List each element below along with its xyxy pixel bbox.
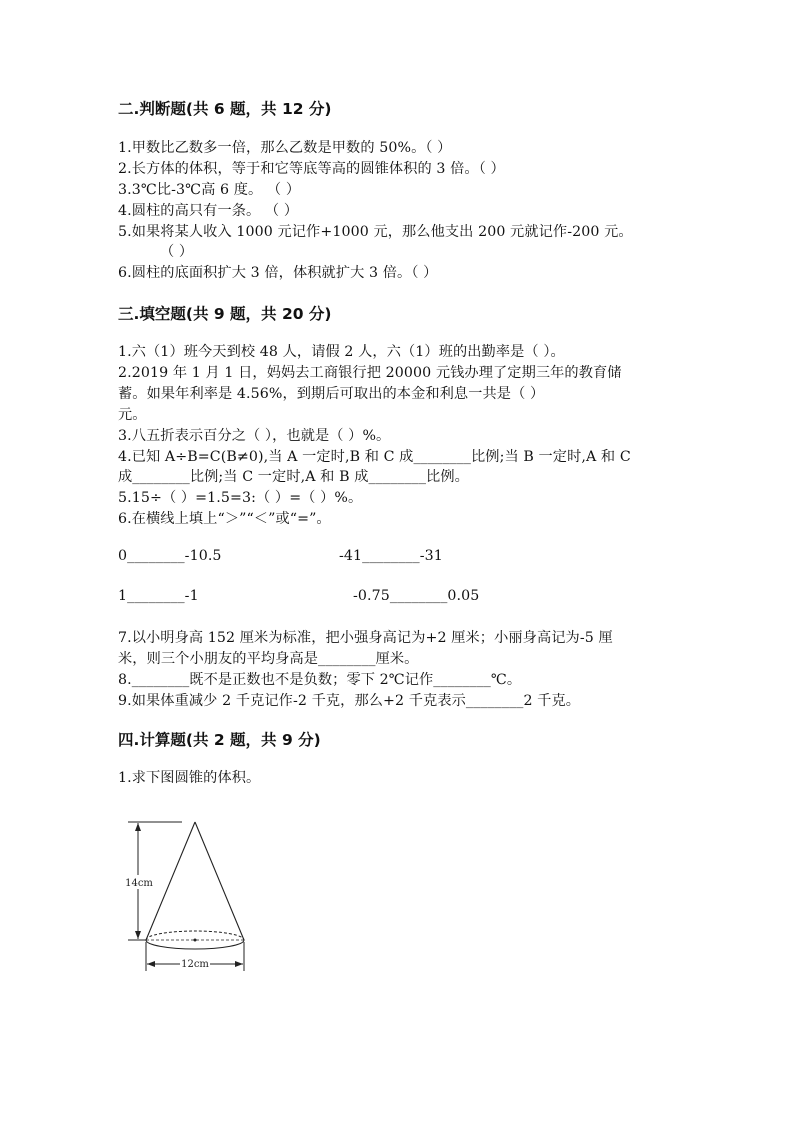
cone-right-side [195, 822, 244, 940]
judge-question-4: 4.圆柱的高只有一条。 （ ） [118, 203, 299, 219]
diameter-label: 12cm [181, 959, 209, 970]
fill-question-3: 3.八五折表示百分之（ ），也就是（ ）%。 [118, 428, 391, 444]
compare-item-3: 1________-1 [118, 588, 199, 604]
fill-question-2-line-2: 蓄。如果年利率是 4.56%，到期后可取出的本金和利息一共是（ ） [118, 386, 545, 402]
fill-question-6: 6.在横线上填上“＞”“＜”或“=”。 [118, 511, 331, 527]
judge-question-1: 1.甲数比乙数多一倍，那么乙数是甲数的 50%。（ ） [118, 140, 452, 156]
fill-question-9: 9.如果体重减少 2 千克记作-2 千克，那么+2 千克表示________2 千克。 [118, 693, 581, 709]
compare-item-1: 0________-10.5 [118, 548, 222, 564]
cone-center-point [194, 939, 197, 942]
calc-question-1: 1.求下图圆锥的体积。 [118, 770, 261, 786]
fill-question-2-line-3: 元。 [118, 407, 147, 423]
height-arrow-down [135, 931, 141, 939]
section-3-title: 三.填空题(共 9 题，共 20 分) [118, 305, 332, 323]
section-2-title: 二.判断题(共 6 题，共 12 分) [118, 100, 332, 118]
fill-question-7-line-2: 米，则三个小朋友的平均身高是________厘米。 [118, 651, 419, 667]
fill-question-4-line-1: 4.已知 A÷B=C(B≠0),当 A 一定时,B 和 C 成________比例;当 B 一定时,A 和 C [118, 449, 631, 465]
judge-question-3: 3.3℃比-3℃高 6 度。 （ ） [118, 182, 301, 198]
compare-item-2: -41________-31 [339, 548, 443, 564]
cone-diagram [124, 818, 254, 978]
fill-question-7-line-1: 7.以小明身高 152 厘米为标准，把小强身高记为+2 厘米；小丽身高记为-5 厘 [118, 630, 613, 646]
fill-question-4-line-2: 成________比例;当 C 一定时,A 和 B 成________比例。 [118, 469, 469, 485]
judge-question-5: 5.如果将某人收入 1000 元记作+1000 元，那么他支出 200 元就记作-200 元。 [118, 224, 633, 240]
section-4-title: 四.计算题(共 2 题，共 9 分) [118, 731, 321, 749]
judge-question-5-answer: （ ） [160, 244, 194, 260]
height-arrow-up [135, 823, 141, 831]
judge-question-6: 6.圆柱的底面积扩大 3 倍，体积就扩大 3 倍。（ ） [118, 265, 438, 281]
diameter-arrow-left [147, 961, 155, 967]
cone-left-side [146, 822, 195, 940]
fill-question-2-line-1: 2.2019 年 1 月 1 日，妈妈去工商银行把 20000 元钱办理了定期三年的教育储 [118, 365, 622, 381]
fill-question-1: 1.六（1）班今天到校 48 人，请假 2 人，六（1）班的出勤率是（ ）。 [118, 344, 565, 360]
height-label: 14cm [125, 878, 153, 889]
fill-question-5: 5.15÷（ ）=1.5=3:（ ）=（ ）%。 [118, 490, 363, 506]
judge-question-2: 2.长方体的体积，等于和它等底等高的圆锥体积的 3 倍。（ ） [118, 161, 505, 177]
compare-item-4: -0.75________0.05 [353, 588, 480, 604]
diameter-arrow-right [235, 961, 243, 967]
fill-question-8: 8.________既不是正数也不是负数；零下 2℃记作________℃。 [118, 672, 522, 688]
cone-figure [124, 818, 254, 982]
